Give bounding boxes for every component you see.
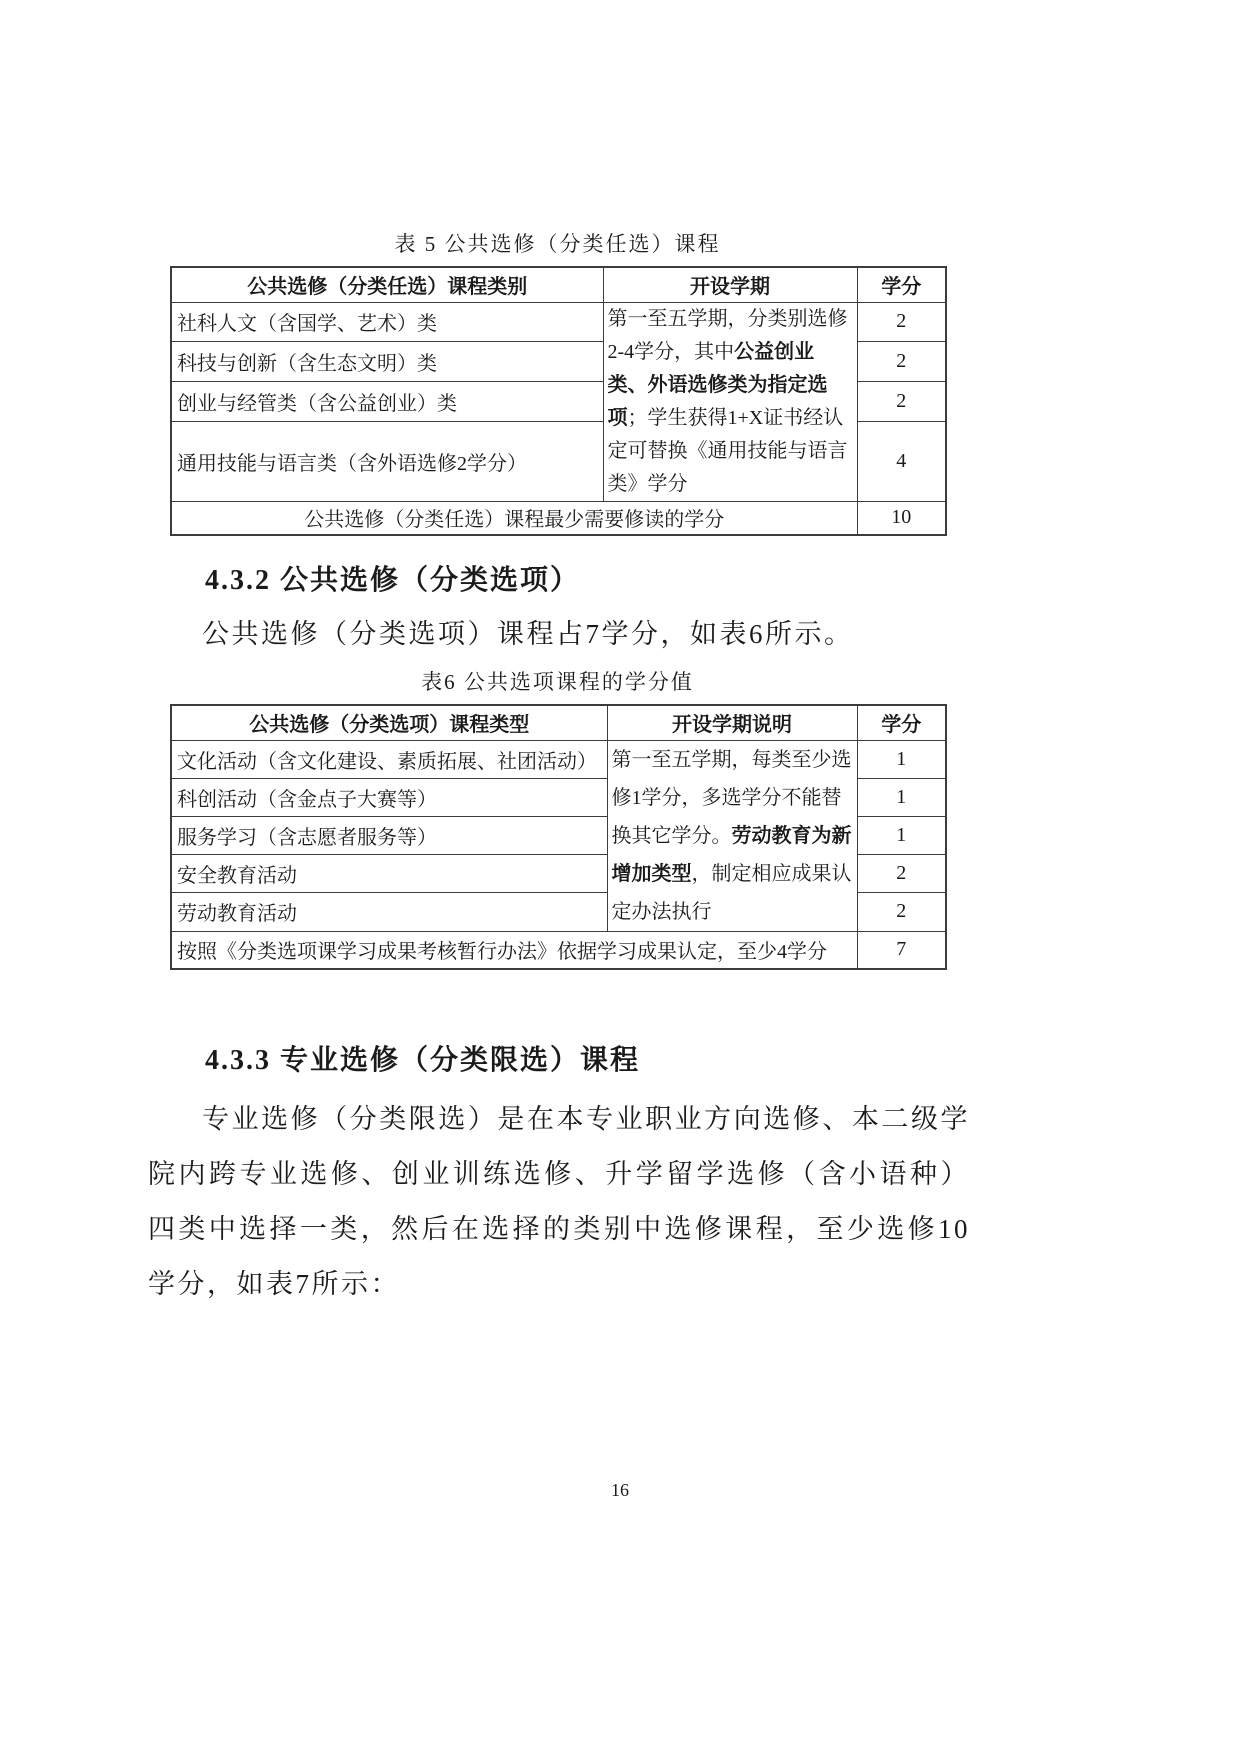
credits-cell: 4: [857, 421, 946, 501]
semester-note-part2: ；学生获得1+X证书经认定可替换《通用技能与语言类》学分: [607, 406, 848, 495]
category-cell: 创业与经管类（含公益创业）类: [171, 382, 603, 422]
category-cell: 科创活动（含金点子大赛等）: [171, 778, 607, 816]
table5-header-category: 公共选修（分类任选）课程类别: [171, 267, 603, 302]
category-cell: 科技与创新（含生态文明）类: [171, 342, 603, 382]
section-heading-433: 4.3.3 专业选修（分类限选）课程: [205, 1045, 641, 1076]
semester-note-cell: [603, 302, 857, 501]
credits-cell: 1: [857, 816, 946, 854]
table-row: [171, 740, 946, 778]
category-cell: 文化活动（含文化建设、素质拓展、社团活动）: [171, 740, 607, 778]
semester-note-part1: 第一至五学期，每类至少选修1学分，多选学分不能替换其它学分。: [611, 748, 852, 847]
category-cell: 社科人文（含国学、艺术）类: [171, 302, 603, 342]
table5-header-credits: 学分: [857, 267, 946, 302]
section-heading-432: 4.3.2 公共选修（分类选项）: [205, 565, 581, 596]
table5-header-row: [171, 267, 946, 302]
table6: [170, 704, 947, 970]
footer-credits-cell: 10: [857, 501, 946, 535]
table6-header-semester: 开设学期说明: [607, 705, 857, 740]
table6-caption: 表6 公共选项课程的学分值: [421, 670, 694, 694]
page-number: 16: [611, 1480, 629, 1500]
semester-note-bold: 公益创业类、外语选修类为指定选项: [607, 340, 828, 429]
category-cell: 安全教育活动: [171, 855, 607, 893]
semester-note-cell: [607, 740, 857, 931]
category-cell: 通用技能与语言类（含外语选修2学分）: [171, 421, 603, 501]
credits-cell: 2: [857, 302, 946, 342]
table6-header-row: [171, 705, 946, 740]
category-cell: 劳动教育活动: [171, 893, 607, 931]
table6-header-credits: 学分: [857, 705, 946, 740]
credits-cell: 2: [857, 855, 946, 893]
table-row: [171, 302, 946, 342]
semester-note-bold: 劳动教育为新增加类型: [611, 824, 852, 885]
footer-label-cell: 按照《分类选项课学习成果考核暂行办法》依据学习成果认定，至少4学分: [171, 931, 857, 969]
credits-cell: 2: [857, 342, 946, 382]
semester-note-part2: ，制定相应成果认定办法执行: [611, 862, 852, 923]
table5-header-semester: 开设学期: [603, 267, 857, 302]
footer-label-cell: 公共选修（分类任选）课程最少需要修读的学分: [171, 501, 857, 535]
credits-cell: 2: [857, 382, 946, 422]
semester-note-part1: 第一至五学期，分类别选修2-4学分，其中: [607, 307, 848, 363]
table5-caption: 表 5 公共选修（分类任选）课程: [394, 232, 721, 256]
credits-cell: 1: [857, 778, 946, 816]
footer-credits-cell: 7: [857, 931, 946, 969]
table6-footer-row: [171, 931, 946, 969]
category-cell: 服务学习（含志愿者服务等）: [171, 816, 607, 854]
credits-cell: 1: [857, 740, 946, 778]
credits-cell: 2: [857, 893, 946, 931]
paragraph-433: 专业选修（分类限选）是在本专业职业方向选修、本二级学院内跨专业选修、创业训练选修、升学留学选修（含小语种）四类中选择一类，然后在选择的类别中选修课程，至少选修10学分，如表7所示：: [148, 1104, 970, 1299]
paragraph-432: 公共选修（分类选项）课程占7学分，如表6所示。: [202, 619, 854, 649]
table6-header-category: 公共选修（分类选项）课程类型: [171, 705, 607, 740]
table5-footer-row: [171, 501, 946, 535]
table5: [170, 266, 947, 536]
